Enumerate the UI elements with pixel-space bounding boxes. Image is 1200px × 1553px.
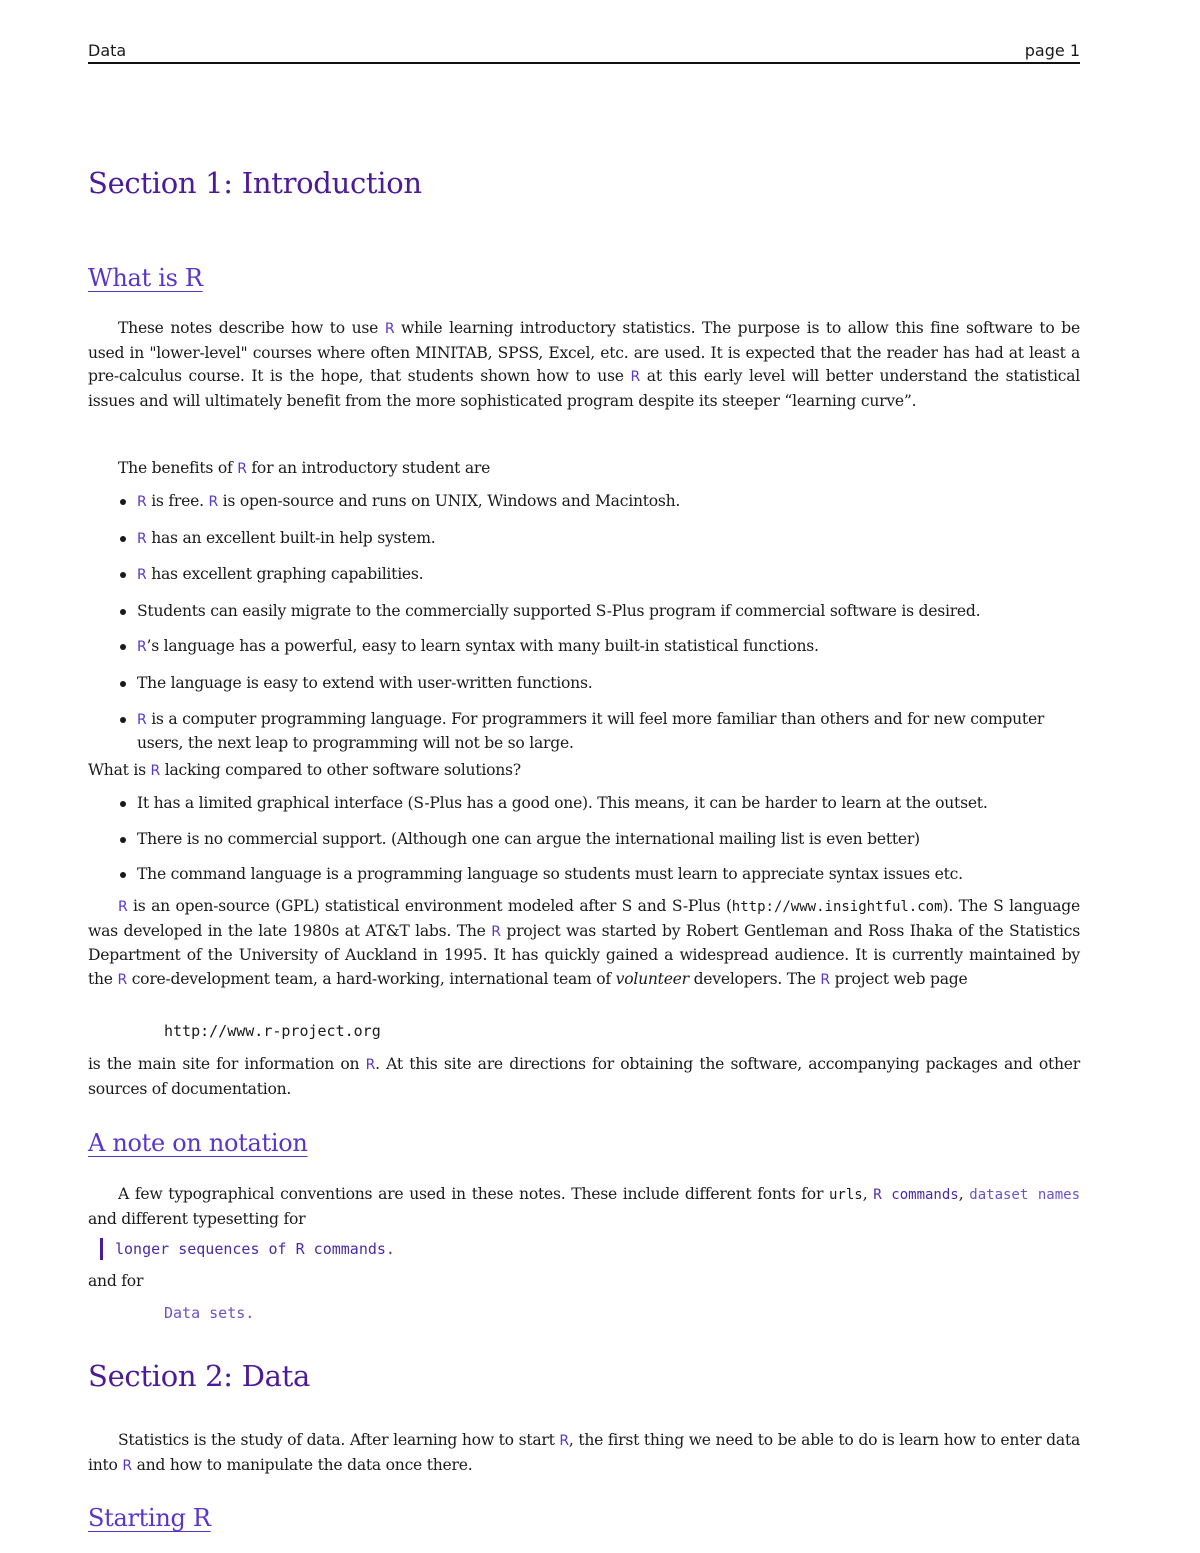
text-run: The language is easy to extend with user-written functions. [137,673,593,692]
list-item: The command language is a programming language so students must learn to appreciate syntax issues etc. [118,863,1080,887]
r-logo-text: R [117,971,127,988]
header-title: Data [88,41,127,60]
list-item [118,708,1080,756]
page-number: page 1 [1024,41,1080,60]
list-item: It has a limited graphical interface (S-Plus has a good one). This means, it can be harder to learn at the outset. [118,792,1080,816]
list-item [118,600,1080,624]
r-logo-text: R [150,763,161,779]
lacking-list [118,792,1080,887]
list-item [118,527,1080,552]
r-logo-text: R [208,494,218,510]
r-logo-text: R [137,711,147,728]
code-block-example: longer sequences of R commands. [100,1238,395,1260]
text-run: is a computer programming language. For programmers it will feel more familiar than others and for new computer users, the next leap to programming will not be so large. [137,709,1045,753]
benefits-list [118,490,1080,756]
list-item [118,672,1080,696]
text-run: What is [88,761,151,779]
text-run: at this early level will better understand the statistical issues and will ultimately benefit from the more sophisticated program despite its steeper “learning curve”. [88,367,1081,410]
data-intro-paragraph [88,1429,1080,1478]
subsection-starting-r: Starting R [88,1504,211,1532]
text-run: is open-source and runs on UNIX, Windows and Macintosh. [217,492,681,510]
text-run: has an excellent built-in help system. [146,528,436,547]
dataset-name-sample: dataset names [969,1187,1080,1203]
text-run: These notes describe how to use [118,319,385,337]
running-header [88,40,1080,64]
benefits-intro [88,457,1080,482]
text-run: lacking compared to other software solutions? [160,761,521,779]
r-logo-text: R [237,461,247,477]
emphasis-volunteer: volunteer [615,969,689,988]
text-run: ’s language has a powerful, easy to learn syntax with many built-in statistical functions. [146,637,819,656]
main-site-paragraph [88,1053,1080,1101]
text-run: , the first thing we need to be able to do is learn how to enter data into [88,1431,1081,1474]
r-logo-text: R [630,369,641,386]
r-logo-text: R [137,639,147,656]
list-item [118,490,1080,515]
text-run: and different typesetting for [88,1209,306,1228]
r-logo-text: R [118,899,128,915]
r-project-url[interactable]: http://www.r-project.org [164,1022,381,1040]
dataset-example: Data sets. [164,1304,255,1322]
r-logo-text: R [820,971,830,988]
text-run: The benefits of [118,459,238,477]
text-run: developers. The [688,969,821,988]
text-run: Statistics is the study of data. After learning how to start [118,1431,560,1449]
r-logo-text: R [491,923,501,940]
r-logo-text: R [365,1057,376,1073]
r-command-sample: R commands [873,1187,959,1203]
r-logo-text: R [137,530,147,547]
r-logo-text: R [559,1433,569,1449]
list-item [118,635,1080,660]
text-run: has excellent graphing capabilities. [146,565,424,584]
notation-paragraph [88,1183,1080,1231]
text-run: A few typographical conventions are used in these notes. These include different fonts for [118,1185,829,1203]
intro-paragraph [88,317,1080,413]
and-for-text: and for [88,1272,144,1290]
subsection-what-is-r: What is R [88,264,203,292]
text-run: Students can easily migrate to the commercially supported S-Plus program if commercial software is desired. [137,601,981,620]
section-1-title: Section 1: Introduction [88,166,422,200]
list-item [118,563,1080,588]
text-run: core-development team, a hard-working, international team of [126,969,616,988]
text-run: is an open-source (GPL) statistical environment modeled after S and S-Plus ( [127,897,732,915]
text-run: project web page [829,969,968,988]
text-run: , [862,1185,874,1203]
text-run: , [958,1185,970,1203]
subsection-notation: A note on notation [88,1129,308,1157]
document-page [88,0,1080,1553]
r-logo-text: R [122,1457,132,1474]
history-paragraph [88,895,1080,992]
text-run: is free. [146,492,209,510]
section-2-title: Section 2: Data [88,1359,310,1393]
r-logo-text: R [137,567,147,584]
url-font-sample: urls [829,1187,863,1203]
text-run: project was started by Robert Gentleman and Ross Ihaka of the Statistics Department of the University of Auckland in 1995. It has quickly gained a widespread audience. It is currently maintained by the [88,921,1080,988]
text-run: while learning introductory statistics. The purpose is to allow this fine software to be used in "lower-level" courses where often MINITAB, SPSS, Excel, etc. are used. It is expected that the reader has had at least a pre-calculus course. It is the hope, that students shown how to use [88,319,1080,386]
list-item: There is no commercial support. (Although one can argue the international mailing list is even better) [118,828,1080,852]
text-run: and how to manipulate the data once there. [131,1455,473,1474]
text-run: for an introductory student are [246,459,491,477]
insightful-url[interactable]: http://www.insightful.com [731,899,943,915]
text-run: ). The S language was developed in the late 1980s at AT&T labs. The [88,897,1080,940]
r-logo-text: R [384,321,395,337]
r-logo-text: R [137,494,147,510]
lacking-intro [88,759,1080,784]
text-run: is the main site for information on [88,1055,366,1073]
text-run: . At this site are directions for obtaining the software, accompanying packages and other sources of documentation. [88,1055,1080,1098]
